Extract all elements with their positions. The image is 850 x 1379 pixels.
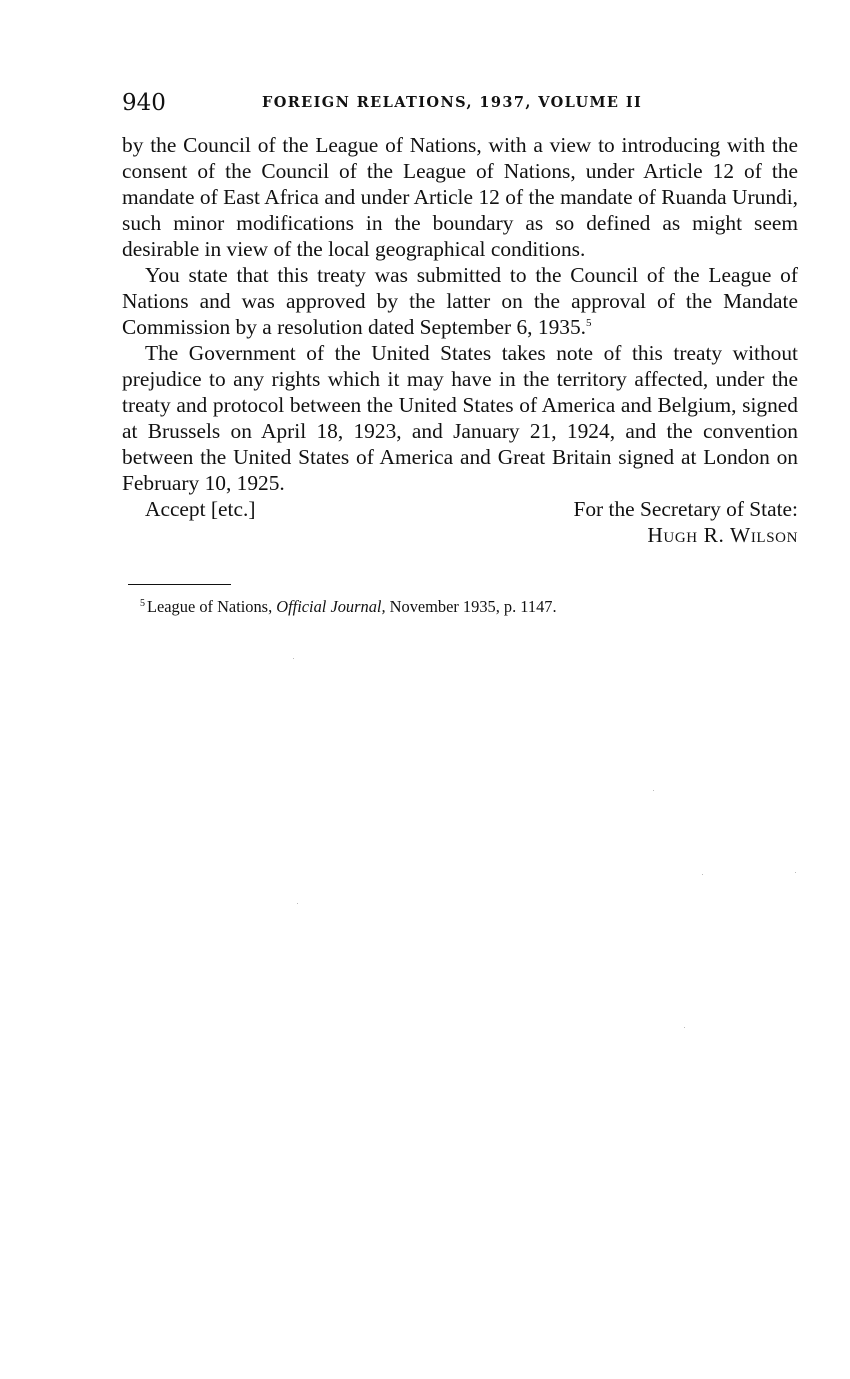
running-head: FOREIGN RELATIONS, 1937, VOLUME II xyxy=(262,94,643,111)
footnote-reference[interactable]: 5 xyxy=(586,317,592,329)
footnote-journal-title: Official Journal, xyxy=(276,597,386,616)
scan-speck xyxy=(702,874,703,875)
page-number: 940 xyxy=(122,90,166,116)
signature: Hugh R. Wilson xyxy=(647,523,798,547)
footnote-divider xyxy=(128,584,231,585)
footnote-suffix: November 1935, p. 1147. xyxy=(389,597,557,616)
closing-row xyxy=(122,496,798,522)
scan-speck xyxy=(293,658,294,659)
paragraph-government-note xyxy=(122,340,798,496)
scan-speck xyxy=(653,790,654,791)
paragraph-continuation xyxy=(122,132,798,262)
paragraph-text: The Government of the United States takes note of this treaty without prejudice to any rights which it may have in the territory affected, under the treaty and protocol between the United States of America and Belgium, signed at Brussels on April 18, 1923, and January 21, 1924, and the convention between the United States of America and Great Britain signed at London on February 10, 1925. xyxy=(122,341,798,495)
footnote-mark: 5 xyxy=(140,598,145,609)
paragraph-text: by the Council of the League of Nations, with a view to introducing with the consent of the Council of the League of Nations, under Article 12 of the mandate of East Africa and under Article 12 of the mandate of Ruanda Urundi, such minor modifications in the boundary as so defined as might seem desirable in view of the local geographical conditions. xyxy=(122,133,798,261)
signature-row xyxy=(122,522,798,550)
paragraph-text: You state that this treaty was submitted to the Council of the League of Nations and was approved by the latter on the approval of the Mandate Commission by a resolution dated September 6, 1935. xyxy=(122,263,798,339)
scan-speck xyxy=(297,903,298,904)
for-secretary-line: For the Secretary of State: xyxy=(573,497,798,521)
body-text xyxy=(122,132,798,550)
scan-speck xyxy=(795,872,796,873)
footnote xyxy=(140,596,780,618)
footnote-prefix: League of Nations, xyxy=(147,597,273,616)
scan-speck xyxy=(684,1027,685,1028)
paragraph-treaty-submitted xyxy=(122,262,798,340)
accept-closing: Accept [etc.] xyxy=(145,497,256,521)
page-header xyxy=(122,88,798,118)
